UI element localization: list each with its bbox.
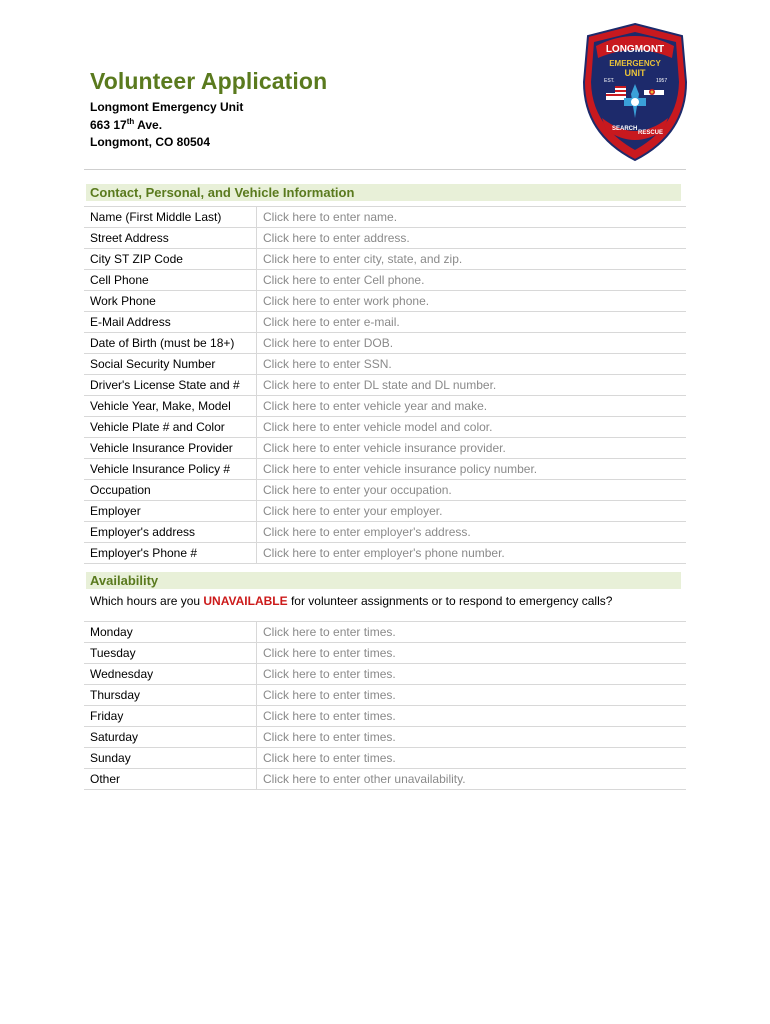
org-city: Longmont, CO 80504 — [90, 135, 211, 149]
street-name: Ave. — [134, 118, 163, 132]
availability-row — [84, 622, 686, 643]
contact-field-label: Work Phone — [84, 291, 257, 312]
contact-row — [84, 207, 686, 228]
contact-field-input[interactable]: Click here to enter employer's address. — [257, 522, 687, 543]
contact-row — [84, 501, 686, 522]
contact-row — [84, 270, 686, 291]
contact-field-label: Driver's License State and # — [84, 375, 257, 396]
street-number: 663 17 — [90, 118, 127, 132]
section-heading-contact: Contact, Personal, and Vehicle Information — [86, 184, 681, 201]
contact-field-input[interactable]: Click here to enter employer's phone number. — [257, 543, 687, 564]
availability-row — [84, 643, 686, 664]
contact-field-label: E-Mail Address — [84, 312, 257, 333]
availability-field-label: Tuesday — [84, 643, 257, 664]
contact-row — [84, 396, 686, 417]
instructions-pre: Which hours are you — [90, 594, 204, 608]
contact-field-label: Date of Birth (must be 18+) — [84, 333, 257, 354]
availability-field-label: Other — [84, 769, 257, 790]
contact-row — [84, 522, 686, 543]
street-suffix: th — [126, 117, 135, 126]
availability-field-input[interactable]: Click here to enter times. — [257, 622, 687, 643]
contact-field-input[interactable]: Click here to enter address. — [257, 228, 687, 249]
contact-field-label: Name (First Middle Last) — [84, 207, 257, 228]
contact-field-input[interactable]: Click here to enter your occupation. — [257, 480, 687, 501]
longmont-emergency-unit-logo-icon — [582, 22, 688, 162]
contact-row — [84, 543, 686, 564]
availability-field-label: Saturday — [84, 727, 257, 748]
logo-est: EST. — [604, 78, 615, 84]
contact-field-label: Occupation — [84, 480, 257, 501]
availability-row — [84, 748, 686, 769]
contact-row — [84, 228, 686, 249]
contact-row — [84, 375, 686, 396]
contact-row — [84, 459, 686, 480]
contact-row — [84, 438, 686, 459]
availability-field-label: Friday — [84, 706, 257, 727]
org-name: Longmont Emergency Unit — [90, 100, 244, 114]
org-street — [90, 117, 162, 132]
contact-field-input[interactable]: Click here to enter Cell phone. — [257, 270, 687, 291]
contact-field-label: Employer's Phone # — [84, 543, 257, 564]
contact-row — [84, 354, 686, 375]
logo-mid-text-1: EMERGENCY — [609, 59, 661, 68]
availability-field-input[interactable]: Click here to enter times. — [257, 643, 687, 664]
availability-field-input[interactable]: Click here to enter times. — [257, 706, 687, 727]
availability-row — [84, 769, 686, 790]
availability-row — [84, 706, 686, 727]
contact-field-input[interactable]: Click here to enter SSN. — [257, 354, 687, 375]
availability-field-label: Sunday — [84, 748, 257, 769]
availability-field-input[interactable]: Click here to enter times. — [257, 685, 687, 706]
page-title: Volunteer Application — [90, 68, 328, 94]
contact-field-input[interactable]: Click here to enter DOB. — [257, 333, 687, 354]
contact-row — [84, 312, 686, 333]
availability-row — [84, 685, 686, 706]
contact-field-label: Street Address — [84, 228, 257, 249]
contact-field-label: Employer's address — [84, 522, 257, 543]
contact-row — [84, 291, 686, 312]
availability-row — [84, 727, 686, 748]
availability-row — [84, 664, 686, 685]
contact-field-input[interactable]: Click here to enter vehicle model and color. — [257, 417, 687, 438]
contact-field-input[interactable]: Click here to enter e-mail. — [257, 312, 687, 333]
contact-field-label: City ST ZIP Code — [84, 249, 257, 270]
contact-row — [84, 480, 686, 501]
contact-row — [84, 417, 686, 438]
section-heading-availability: Availability — [86, 572, 681, 589]
instructions-emphasis: UNAVAILABLE — [203, 594, 288, 608]
logo-top-text: LONGMONT — [605, 44, 665, 55]
contact-field-label: Employer — [84, 501, 257, 522]
contact-field-label: Vehicle Insurance Provider — [84, 438, 257, 459]
availability-instructions — [90, 594, 612, 608]
logo-mid-text-2: UNIT — [624, 68, 646, 78]
availability-field-input[interactable]: Click here to enter other unavailability. — [257, 769, 687, 790]
header-divider — [84, 169, 686, 170]
contact-field-input[interactable]: Click here to enter name. — [257, 207, 687, 228]
contact-field-input[interactable]: Click here to enter vehicle insurance provider. — [257, 438, 687, 459]
availability-table — [84, 621, 686, 790]
instructions-post: for volunteer assignments or to respond to emergency calls? — [287, 594, 613, 608]
logo-bottom-right: RESCUE — [638, 130, 664, 136]
contact-field-label: Social Security Number — [84, 354, 257, 375]
contact-field-input[interactable]: Click here to enter vehicle insurance policy number. — [257, 459, 687, 480]
contact-field-input[interactable]: Click here to enter your employer. — [257, 501, 687, 522]
availability-field-label: Monday — [84, 622, 257, 643]
logo-year: 1957 — [656, 78, 668, 84]
contact-row — [84, 333, 686, 354]
contact-field-label: Vehicle Year, Make, Model — [84, 396, 257, 417]
availability-field-label: Wednesday — [84, 664, 257, 685]
availability-field-label: Thursday — [84, 685, 257, 706]
contact-field-label: Vehicle Insurance Policy # — [84, 459, 257, 480]
contact-field-input[interactable]: Click here to enter vehicle year and make. — [257, 396, 687, 417]
availability-field-input[interactable]: Click here to enter times. — [257, 748, 687, 769]
logo-bottom-left: SEARCH — [612, 126, 638, 132]
contact-field-input[interactable]: Click here to enter work phone. — [257, 291, 687, 312]
contact-field-label: Cell Phone — [84, 270, 257, 291]
contact-field-input[interactable]: Click here to enter city, state, and zip. — [257, 249, 687, 270]
contact-table — [84, 206, 686, 564]
availability-field-input[interactable]: Click here to enter times. — [257, 727, 687, 748]
contact-field-input[interactable]: Click here to enter DL state and DL number. — [257, 375, 687, 396]
contact-field-label: Vehicle Plate # and Color — [84, 417, 257, 438]
availability-field-input[interactable]: Click here to enter times. — [257, 664, 687, 685]
contact-row — [84, 249, 686, 270]
